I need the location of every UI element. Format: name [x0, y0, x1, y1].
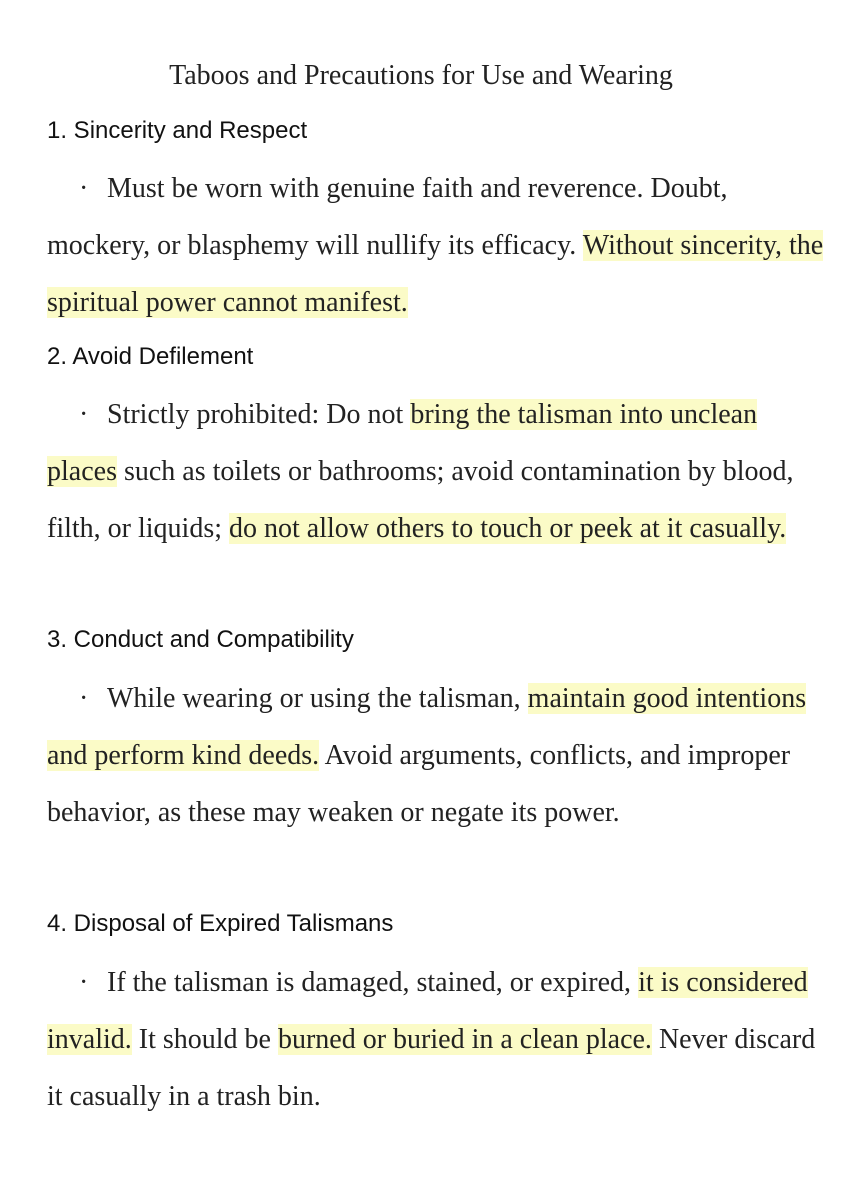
section-heading-4: 4. Disposal of Expired Talismans — [47, 910, 394, 937]
highlighted-text: it is considered invalid. — [47, 967, 808, 1055]
body-text: Never discard it casually in a trash bin. — [47, 1024, 816, 1112]
highlighted-text: maintain good intentions and perform kind deeds. — [47, 683, 807, 771]
bullet-marker: · — [79, 173, 89, 204]
highlighted-text: do not allow others to touch or peek at it casually. — [229, 513, 787, 544]
section-body-2 — [47, 386, 827, 557]
section-body-4 — [47, 954, 827, 1125]
section-body-1 — [47, 160, 827, 331]
section-heading-1: 1. Sincerity and Respect — [47, 117, 308, 144]
body-text: Strictly prohibited: Do not — [107, 399, 411, 430]
highlighted-text: Without sincerity, the spiritual power cannot manifest. — [47, 230, 824, 318]
body-text: If the talisman is damaged, stained, or expired, — [107, 967, 639, 998]
section-body-3 — [47, 670, 827, 841]
bullet-marker: · — [79, 967, 89, 998]
highlighted-text: bring the talisman into unclean places — [47, 399, 758, 487]
body-text: It should be — [131, 1024, 278, 1055]
section-heading-3: 3. Conduct and Compatibility — [47, 626, 354, 653]
body-text: such as toilets or bathrooms; avoid contamination by blood, filth, or liquids; — [47, 456, 794, 544]
document-title: Taboos and Precautions for Use and Wearing — [169, 60, 673, 91]
highlighted-text: burned or buried in a clean place. — [277, 1024, 652, 1055]
bullet-marker: · — [79, 399, 89, 430]
bullet-marker: · — [79, 683, 89, 714]
body-text: While wearing or using the talisman, — [107, 683, 528, 714]
body-text: Avoid arguments, conflicts, and improper behavior, as these may weaken or negate its power. — [47, 740, 791, 828]
section-heading-2: 2. Avoid Defilement — [47, 343, 254, 370]
body-text: Must be worn with genuine faith and reverence. Doubt, mockery, or blasphemy will nullify its efficacy. — [47, 173, 728, 261]
